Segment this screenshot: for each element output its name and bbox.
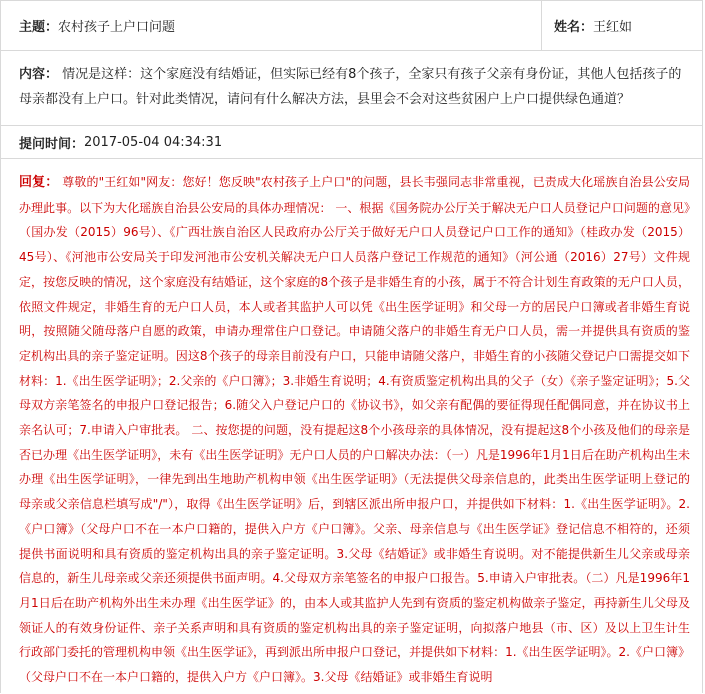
content-row: [1, 51, 702, 126]
time-row: [1, 126, 702, 159]
name-label: 姓名：: [554, 20, 594, 35]
name-value: 王红如: [593, 20, 633, 35]
time-label: 提问时间：: [19, 136, 85, 152]
reply-label: 回复：: [19, 175, 59, 190]
subject-cell: [1, 1, 542, 50]
reply-row: [1, 159, 702, 690]
subject-value: 农村孩子上户口问题: [58, 20, 176, 35]
reply-value: 尊敬的"王红如"网友：您好！您反映"农村孩子上户口"的问题，县长韦强同志非常重视，已责成大化瑶族自治县公安局办理此事。以下为大化瑶族自治县公安局的具体办理情况： 一、根据《国务院办公厅关于解决无户口人员登记户口问题的意见》（国办发（2015）96号）、《广西壮族自治区人民政府办公厅关于做好无户口人员登记户口工作的通知》（桂政办发（2015）45号）、《河池市公安局关于印发河池市公安机关解决无户口人员落户登记工作规范的通知》（河公通（2016）27号）文件规定，按您反映的情况，这个家庭没有结婚证，这个家庭的8个孩子是非婚生育的小孩，属于不符合计划生育政策的无户口人员，依照文件规定，非婚生育的无户口人员，本人或者其监护人可以凭《出生医学证明》和父母一方的居民户口簿或者非婚生育说明，按照随父随母落户自愿的政策，申请办理常住户口登记。申请随父落户的非婚生育无户口人员，需一并提供具有资质的鉴定机构出具的亲子鉴定证明。因这8个孩子的母亲目前没有户口，只能申请随父落户，非婚生育的小孩随父登记户口需提交如下材料：1.《出生医学证明》；2.父亲的《户口簿》；3.非婚生育说明；4.有资质鉴定机构出具的父子（女）《亲子鉴定证明》；5.父母双方亲笔签名的申报户口登记报告；6.随父入户登记户口的《协议书》，如父亲有配偶的要征得现任配偶同意，并在协议书上亲名认可；7.申请入户审批表。 二、按您提的问题，没有提起这8个小孩母亲的具体情况，没有提起这8个小孩及他们的母亲是否已办理《出生医学证明》，未有《出生医学证明》无户口人员的户口解决办法：（一）凡是1996年1月1日后在助产机构出生未办理《出生医学证明》，一律先到出生地助产机构申领《出生医学证明》（无法提供父母亲信息的，此类出生医学证明上登记的母亲或父亲信息栏填写成"/"），取得《出生医学证明》后，到辖区派出所申报户口，并提供如下材料：1.《出生医学证明》。2.《户口簿》（父母户口不在一本户口籍的，提供入户方《户口簿》。父亲、母亲信息与《出生医学证》登记信息不相符的，还须提供书面说明和具有资质的鉴定机构出具的亲子鉴定证明。3.父母《结婚证》或非婚生育说明。对不能提供新生儿父亲或母亲信息的，新生儿母亲或父亲还须提供书面声明。4.父母双方亲笔签名的申报户口报告。5.申请入户审批表。（二）凡是1996年1月1日后在助产机构外出生未办理《出生医学证》的，由本人或其监护人先到有资质的鉴定机构做亲子鉴定，再持新生儿父母及领证人的有效身份证件、亲子关系声明和具有资质的鉴定机构出具的亲子鉴定证明，向拟落户地县（市、区）及以上卫生计生行政部门委托的管理机构申领《出生医学证》，再到派出所申报户口登记，并提供如下材料：1.《出生医学证明》。2.《户口簿》（父母户口不在一本户口籍的，提供入户方《户口簿》。3.父母《结婚证》或非婚生育说明: [19, 175, 690, 685]
content-value: 情况是这样：这个家庭没有结婚证，但实际已经有8个孩子，全家只有孩子父亲有身份证，其他人包括孩子的母亲都没有上户口。针对此类情况，请问有什么解决方法，县里会不会对这些贫困户上户口提供绿色通道？: [19, 67, 682, 107]
subject-label: 主题：: [19, 20, 59, 35]
content-label: 内容：: [19, 67, 59, 82]
name-cell: [542, 1, 702, 50]
time-value: 2017-05-04 04:34:31: [84, 134, 223, 150]
subject-row: [1, 1, 702, 51]
